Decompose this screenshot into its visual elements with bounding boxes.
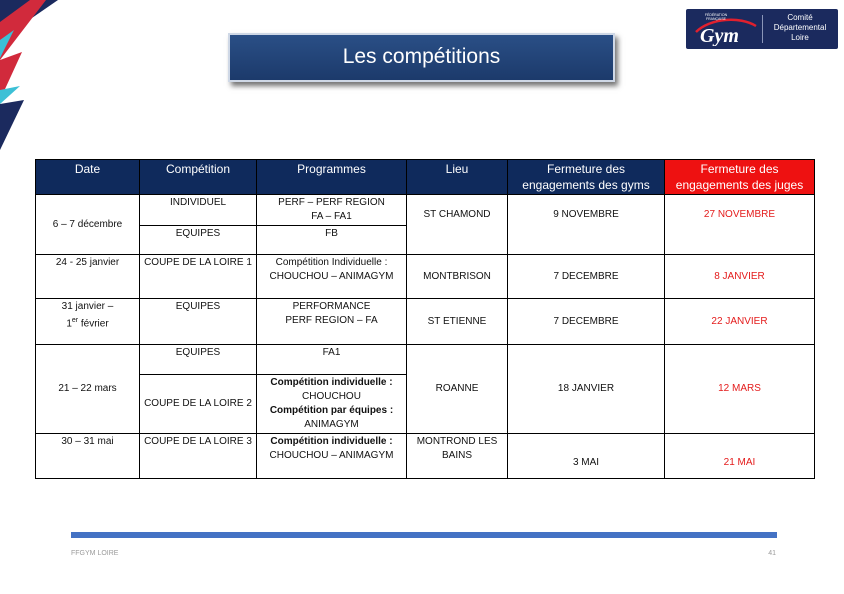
- programme-line: CHOUCHOU: [302, 391, 361, 402]
- cell-fermeture-gyms: 3 MAI: [508, 434, 665, 479]
- corner-decoration: [0, 0, 60, 160]
- cell-lieu: MONTBRISON: [407, 255, 508, 299]
- page-number: 41: [768, 550, 776, 557]
- programme-line: Compétition individuelle :: [270, 436, 393, 447]
- cell-competition: EQUIPES: [140, 299, 257, 345]
- svg-text:Gym: Gym: [700, 25, 739, 46]
- logo-comite-line1: Comité: [787, 13, 813, 22]
- logo-comite-line2: Départemental: [773, 23, 827, 32]
- programme-line: PERFORMANCE: [292, 301, 371, 312]
- cell-competition: INDIVIDUEL: [140, 195, 257, 226]
- cell-competition: COUPE DE LA LOIRE 1: [140, 255, 257, 299]
- header-lieu: Lieu: [407, 160, 508, 195]
- competitions-table: [35, 159, 815, 479]
- date-month: février: [78, 318, 109, 330]
- cell-lieu: ROANNE: [407, 345, 508, 434]
- header-date: Date: [36, 160, 140, 195]
- table-row: [36, 345, 815, 375]
- programme-line: PERF REGION – FA: [285, 315, 378, 326]
- programme-line: Compétition individuelle :: [270, 377, 393, 388]
- programme-line: FA – FA1: [311, 211, 352, 222]
- lieu-line: BAINS: [441, 450, 472, 461]
- cell-fermeture-juges: 8 JANVIER: [665, 255, 815, 299]
- cell-fermeture-gyms: 9 NOVEMBRE: [508, 195, 665, 255]
- cell-fermeture-juges: 22 JANVIER: [665, 299, 815, 345]
- cell-fermeture-gyms: 7 DECEMBRE: [508, 255, 665, 299]
- programme-line: CHOUCHOU – ANIMAGYM: [269, 271, 394, 282]
- cell-fermeture-gyms: 18 JANVIER: [508, 345, 665, 434]
- header-competition: Compétition: [140, 160, 257, 195]
- cell-programmes: [257, 299, 407, 345]
- cell-programmes: [257, 375, 407, 434]
- table-row: [36, 195, 815, 226]
- logo-comite: [765, 13, 835, 43]
- programme-line: CHOUCHOU – ANIMAGYM: [269, 450, 394, 461]
- header-fermeture-gyms: Fermeture des engagements des gyms: [508, 160, 665, 195]
- cell-date: [36, 299, 140, 345]
- cell-date: 24 - 25 janvier: [36, 255, 140, 299]
- cell-lieu: ST ETIENNE: [407, 299, 508, 345]
- table-header-row: [36, 160, 815, 195]
- page-title: Les compétitions: [228, 33, 615, 82]
- programme-line: PERF – PERF REGION: [278, 197, 385, 208]
- cell-programmes: [257, 255, 407, 299]
- table-row: [36, 255, 815, 299]
- cell-lieu: [407, 434, 508, 479]
- cell-programmes: [257, 195, 407, 226]
- programme-line: ANIMAGYM: [304, 419, 359, 430]
- footer-bar: [71, 532, 777, 538]
- cell-fermeture-juges: 27 NOVEMBRE: [665, 195, 815, 255]
- cell-programmes: FB: [257, 226, 407, 255]
- lieu-line: MONTROND LES: [416, 436, 498, 447]
- ffgym-logo: [686, 9, 838, 49]
- table-row: [36, 299, 815, 345]
- header-programmes: Programmes: [257, 160, 407, 195]
- table-row: [36, 434, 815, 479]
- logo-divider: [762, 15, 763, 43]
- date-line: 31 janvier –: [61, 301, 114, 312]
- footer-label: FFGYM LOIRE: [71, 550, 119, 557]
- header-fermeture-juges: Fermeture des engagements des juges: [665, 160, 815, 195]
- date-sup: er: [71, 317, 79, 324]
- cell-lieu: ST CHAMOND: [407, 195, 508, 255]
- cell-fermeture-juges: 12 MARS: [665, 345, 815, 434]
- date-line: [38, 314, 137, 331]
- cell-programmes: FA1: [257, 345, 407, 375]
- cell-fermeture-gyms: 7 DECEMBRE: [508, 299, 665, 345]
- cell-competition: EQUIPES: [140, 345, 257, 375]
- logo-comite-line3: Loire: [791, 33, 809, 42]
- programme-line: Compétition Individuelle :: [275, 257, 388, 268]
- cell-competition: COUPE DE LA LOIRE 2: [140, 375, 257, 434]
- programme-line: Compétition par équipes :: [269, 405, 394, 416]
- logo-federation: FÉDÉRATION FRANÇAISE: [704, 13, 728, 21]
- cell-date: 6 – 7 décembre: [36, 195, 140, 255]
- cell-fermeture-juges: 21 MAI: [665, 434, 815, 479]
- cell-date: 21 – 22 mars: [36, 345, 140, 434]
- cell-competition: EQUIPES: [140, 226, 257, 255]
- cell-date: 30 – 31 mai: [36, 434, 140, 479]
- date-day: 1: [66, 318, 72, 330]
- cell-competition: COUPE DE LA LOIRE 3: [140, 434, 257, 479]
- cell-programmes: [257, 434, 407, 479]
